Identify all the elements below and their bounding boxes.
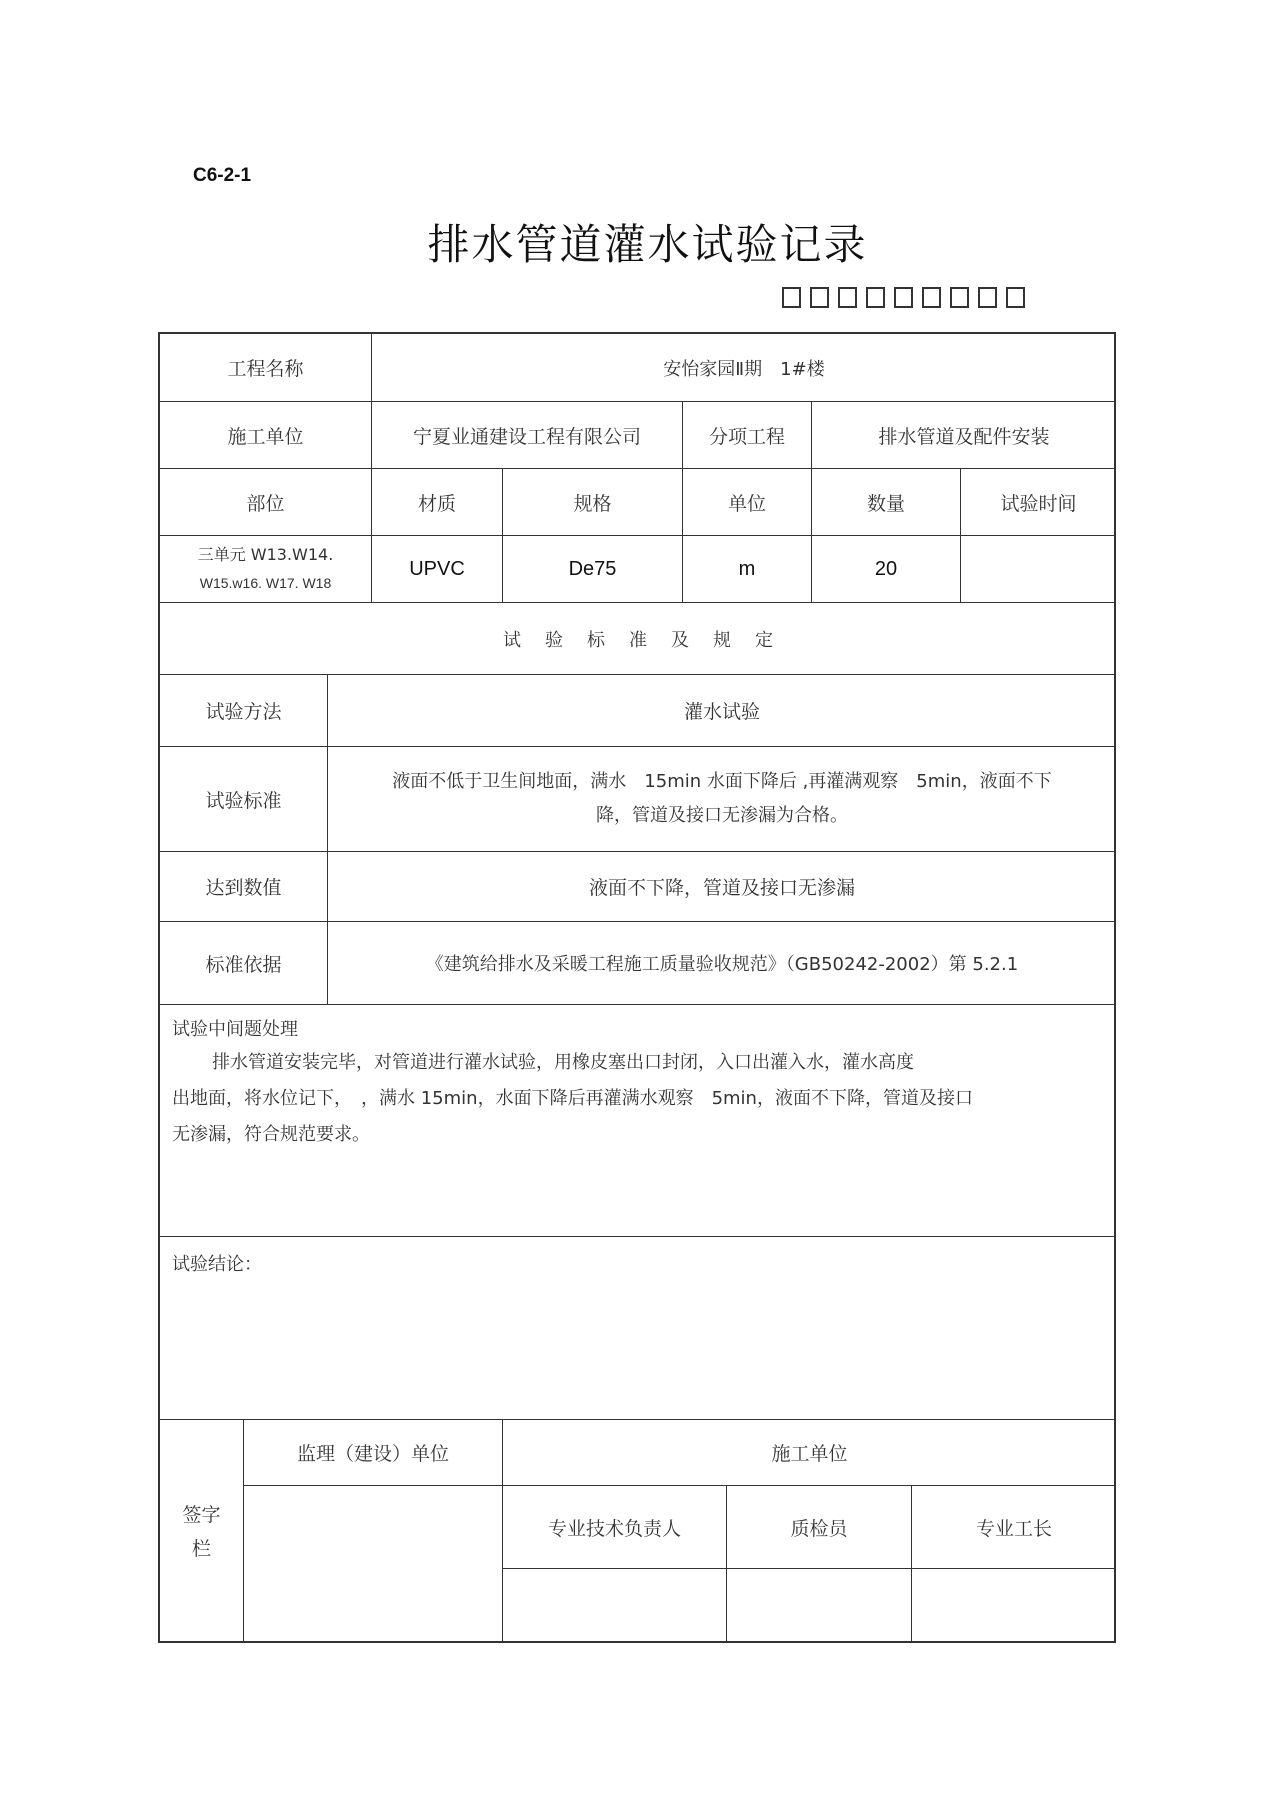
foreman-label: 专业工长	[912, 1486, 1116, 1569]
standard-basis-label: 标准依据	[160, 922, 328, 1005]
issue-handling-line3: 无渗漏，符合规范要求。	[172, 1124, 370, 1145]
construction-unit-value[interactable]: 宁夏业通建设工程有限公司	[372, 402, 683, 469]
achieved-value[interactable]: 液面不下降，管道及接口无渗漏	[328, 852, 1116, 922]
tech-lead-label: 专业技术负责人	[503, 1486, 727, 1569]
project-name-value[interactable]: 安怡家园Ⅱ期 1#楼	[372, 334, 1116, 402]
header-material: 材质	[372, 469, 503, 536]
construction-unit-label: 施工单位	[160, 402, 372, 469]
number-box[interactable]	[1006, 287, 1025, 308]
record-number-boxes[interactable]	[782, 287, 1025, 308]
number-box[interactable]	[866, 287, 885, 308]
header-spec: 规格	[503, 469, 683, 536]
signature-label-line2: 栏	[191, 1537, 211, 1560]
item-quantity[interactable]: 20	[812, 536, 961, 603]
sub-project-value[interactable]: 排水管道及配件安装	[812, 402, 1116, 469]
item-spec[interactable]: De75	[503, 536, 683, 603]
project-name-label: 工程名称	[160, 334, 372, 402]
item-test-time[interactable]	[961, 536, 1116, 603]
number-box[interactable]	[950, 287, 969, 308]
test-standard-label: 试验标准	[160, 747, 328, 852]
issue-handling-label: 试验中间题处理	[172, 1019, 298, 1040]
inspector-signature-field[interactable]	[727, 1569, 912, 1643]
standard-basis-value[interactable]: 《建筑给排水及采暖工程施工质量验收规范》（GB50242-2002）第 5.2.1	[328, 922, 1116, 1005]
header-quantity: 数量	[812, 469, 961, 536]
number-box[interactable]	[978, 287, 997, 308]
number-box[interactable]	[782, 287, 801, 308]
header-location: 部位	[160, 469, 372, 536]
supervisor-signature-field[interactable]	[244, 1486, 503, 1643]
conclusion-label: 试验结论：	[172, 1254, 262, 1275]
number-box[interactable]	[838, 287, 857, 308]
signature-label-line1: 签字	[182, 1503, 221, 1526]
number-box[interactable]	[810, 287, 829, 308]
number-box[interactable]	[922, 287, 941, 308]
test-method-label: 试验方法	[160, 675, 328, 747]
item-location-line1: 三单元 W13.W14.	[197, 545, 334, 564]
page-title: 排水管道灌水试验记录	[427, 220, 868, 269]
issue-handling-line1: 排水管道安装完毕，对管道进行灌水试验，用橡皮塞出口封闭，入口出灌入水，灌水高度	[212, 1052, 914, 1073]
item-material[interactable]: UPVC	[372, 536, 503, 603]
issue-handling-line2: 出地面，将水位记下， ，满水 15min，水面下降后再灌满水观察 5min，液面不下降，管道及接口	[172, 1088, 973, 1109]
achieved-value-label: 达到数值	[160, 852, 328, 922]
supervisor-unit-header: 监理（建设）单位	[244, 1420, 503, 1486]
document-code: C6-2-1	[193, 165, 252, 186]
conclusion-section[interactable]	[160, 1237, 1116, 1420]
tech-lead-signature-field[interactable]	[503, 1569, 727, 1643]
standards-section-title: 试验标准及规定	[160, 603, 1116, 675]
test-standard-line2: 降，管道及接口无渗漏为合格。	[596, 805, 848, 826]
item-location[interactable]	[160, 536, 372, 603]
test-standard-line1: 液面不低于卫生间地面，满水 15min 水面下降后 ,再灌满观察 5min，液面不下	[392, 771, 1052, 792]
test-method-value[interactable]: 灌水试验	[328, 675, 1116, 747]
number-box[interactable]	[894, 287, 913, 308]
item-unit[interactable]: m	[683, 536, 812, 603]
header-test-time: 试验时间	[961, 469, 1116, 536]
item-location-line2: W15.w16. W17. W18	[199, 575, 332, 591]
sub-project-label: 分项工程	[683, 402, 812, 469]
test-standard-value[interactable]	[328, 747, 1116, 852]
inspector-label: 质检员	[727, 1486, 912, 1569]
issue-handling-section[interactable]	[160, 1005, 1116, 1237]
contractor-unit-header: 施工单位	[503, 1420, 1116, 1486]
test-record-form	[158, 332, 1116, 1643]
signature-label	[160, 1420, 244, 1643]
foreman-signature-field[interactable]	[912, 1569, 1116, 1643]
header-unit: 单位	[683, 469, 812, 536]
